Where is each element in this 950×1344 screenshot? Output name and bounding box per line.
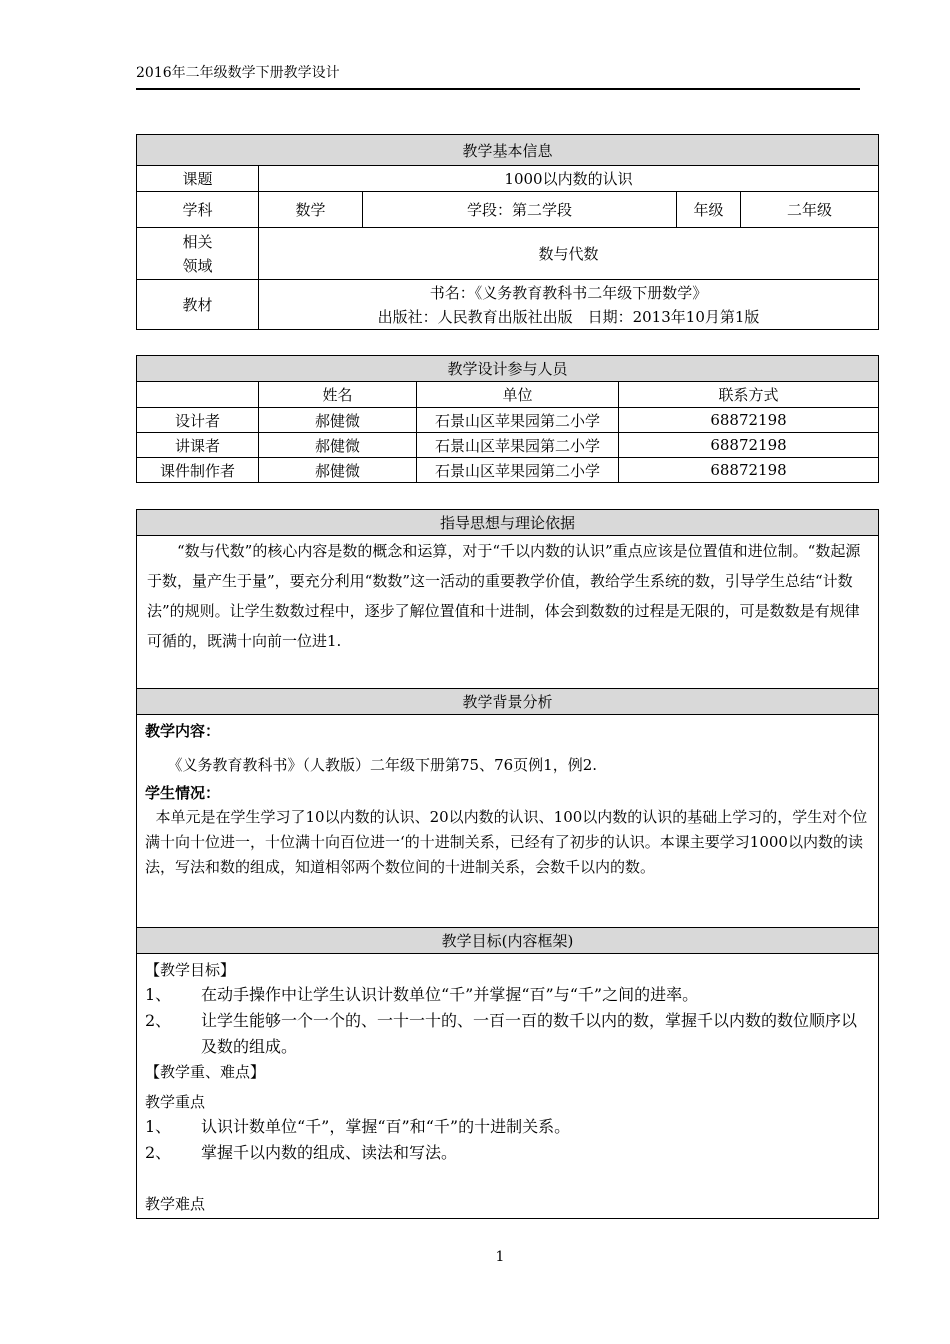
unit-cell: 石景山区苹果园第二小学 [417,408,619,433]
name-cell: 郝健微 [259,433,417,458]
subject-value: 数学 [259,192,363,228]
basic-info-title: 教学基本信息 [137,135,879,166]
unit-cell: 石景山区苹果园第二小学 [417,458,619,483]
participants-header-row [137,382,879,408]
participants-table [136,355,879,483]
contact-cell: 68872198 [619,408,879,433]
list-number: 1、 [145,985,172,1004]
contact-cell: 68872198 [619,433,879,458]
topic-value: 1000以内数的认识 [259,166,879,192]
guidance-cell [137,536,879,689]
design-content-table [136,509,879,1219]
difficulty-subheading: 教学难点 [145,1195,206,1213]
objectives-title: 教学目标(内容框架) [137,928,879,954]
student-text: 本单元是在学生学习了10以内数的认识、20以内数的认识、100以内数的认识的基础上学习的，学生对个位满十向十位进一，十位满十向百位进一‘的十进制关系，已经有了初步的认识。本课主要学习1000以内数的读法，写法和数的组成，知道相邻两个数位间的十进制关系，会数千以内的数。 [145,808,868,876]
objectives-cell [137,954,879,1219]
role-cell: 设计者 [137,408,259,433]
textbook-line1: 书名：《义务教育教科书二年级下册数学》 [429,283,708,302]
list-number: 1、 [145,1117,172,1136]
column-header [137,382,259,408]
list-item [145,1114,870,1140]
list-item [145,1008,870,1060]
name-cell: 郝健微 [259,458,417,483]
name-cell: 郝健微 [259,408,417,433]
role-cell: 课件制作者 [137,458,259,483]
list-text: 认识计数单位“千”，掌握“百”和“千”的十进制关系。 [201,1117,571,1136]
domain-label-line2: 领域 [182,256,213,275]
textbook-label: 教材 [137,280,259,330]
key-heading: 【教学重、难点】 [145,1063,266,1081]
background-title: 教学背景分析 [137,689,879,715]
goal-heading: 【教学目标】 [145,961,236,979]
table-row [137,408,879,433]
role-cell: 讲课者 [137,433,259,458]
list-number: 2、 [145,1143,172,1162]
domain-label-line1: 相关 [182,232,213,251]
basic-info-table [136,134,879,330]
content-label: 教学内容： [145,722,221,740]
list-text: 让学生能够一个一个的、一十一十的、一百一百的数千以内的数，掌握千以内数的数位顺序以及数的组成。 [201,1011,858,1056]
table-row [137,458,879,483]
key-subheading: 教学重点 [145,1093,206,1111]
grade-value: 二年级 [741,192,879,228]
background-cell [137,715,879,928]
subject-label: 学科 [137,192,259,228]
domain-value: 数与代数 [259,228,879,280]
list-number: 2、 [145,1011,172,1030]
header-title: 2016年二年级数学下册教学设计 [136,65,340,81]
guidance-title: 指导思想与理论依据 [137,510,879,536]
topic-label: 课题 [137,166,259,192]
unit-cell: 石景山区苹果园第二小学 [417,433,619,458]
list-item [145,1140,870,1166]
guidance-paragraph: “数与代数”的核心内容是数的概念和运算，对于“千以内数的认识”重点应该是位置值和进位制。“数起源于数，量产生于量”，要充分利用“数数”这一活动的重要教学价值，教给学生系统的数，引导学生总结“计数法”的规则。让学生数数过程中，逐步了解位置值和十进制，体会到数数的过程是无限的，可是数数是有规律可循的，既满十向前一位进1. [147,542,861,650]
textbook-value [259,280,879,330]
page-header [136,62,860,90]
student-label: 学生情况： [145,784,221,802]
table-row [137,433,879,458]
grade-label: 年级 [677,192,741,228]
list-text: 掌握千以内数的组成、读法和写法。 [201,1143,458,1162]
contact-cell: 68872198 [619,458,879,483]
participants-title: 教学设计参与人员 [137,356,879,382]
content-text: 《义务教育教科书》（人教版）二年级下册第75、76页例1，例2. [167,756,598,774]
column-header: 姓名 [259,382,417,408]
textbook-line2: 出版社：人民教育出版社出版 日期：2013年10月第1版 [377,307,760,326]
domain-label [137,228,259,280]
list-text: 在动手操作中让学生认识计数单位“千”并掌握“百”与“千”之间的进率。 [201,985,699,1004]
stage-text: 学段：第二学段 [363,192,677,228]
column-header: 单位 [417,382,619,408]
column-header: 联系方式 [619,382,879,408]
page-number: 1 [495,1249,505,1265]
list-item [145,982,870,1008]
